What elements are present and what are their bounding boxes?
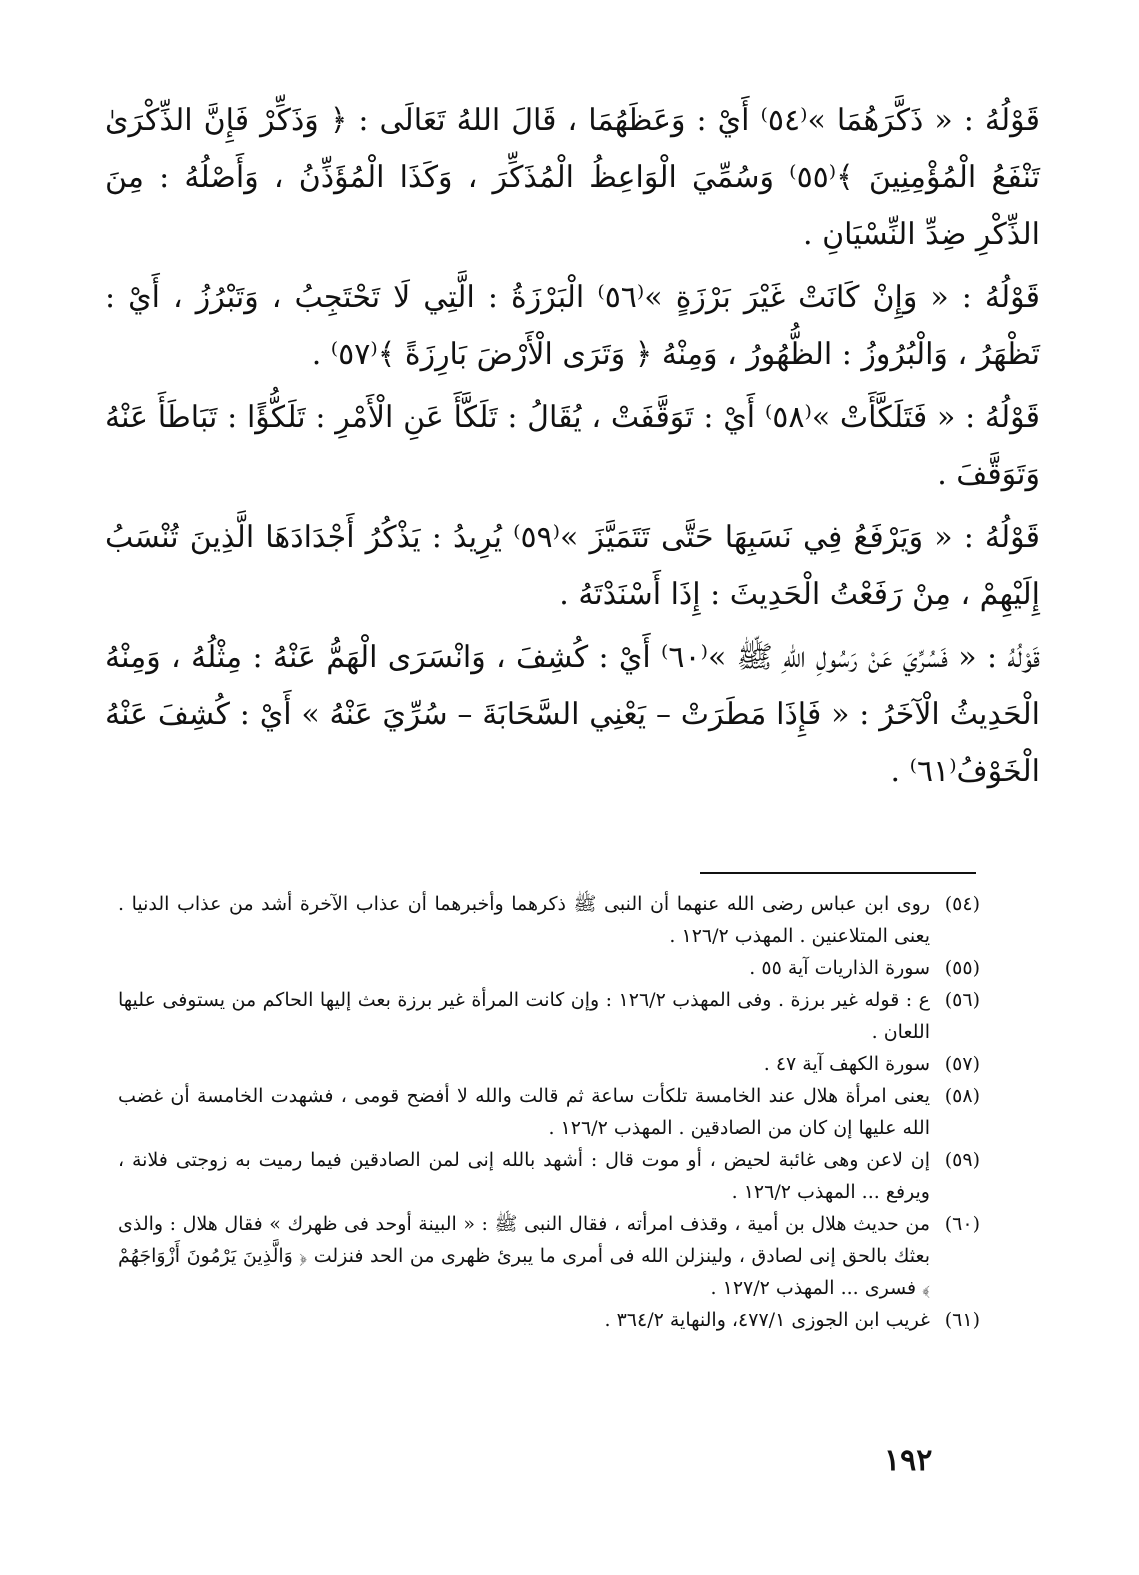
footnote-text: ع : قوله غير برزة . وفى المهذب ١٢٦/٢ : وإن كانت المرأة غير برزة بعث إليها الحاكم من يستوفى عليها اللعان . — [118, 989, 930, 1043]
footnote — [118, 1080, 980, 1144]
footnote — [118, 888, 980, 952]
paragraph-2: قَوْلُهُ : « وَإِنْ كَانَتْ غَيْرَ بَرْزَةٍ »⁽٥٦⁾ الْبَرْزَةُ : الَّتِي لَا تَحْتَجِبُ ، وَتَبْرُزُ ، أَيْ : تَظْهَرُ ، وَالْبُرُوزُ : الظُّهُورُ ، وَمِنْهُ ﴿ وَتَرَى الْأَرْضَ بَارِزَةً ﴾⁽٥٧⁾ . — [105, 280, 1040, 372]
footnote-number: (٦٠) — [944, 1213, 980, 1235]
footnote-text: روى ابن عباس رضى الله عنهما أن النبى ﷺ ذكرهما وأخبرهما أن عذاب الآخرة أشد من عذاب الدنيا . يعنى المتلاعنين . المهذب ١٢٦/٢ . — [118, 893, 930, 947]
footnote-number: (٥٧) — [944, 1053, 980, 1075]
footnote-number: (٦١) — [944, 1309, 980, 1331]
paragraph-1: قَوْلُهُ : « ذَكَّرَهُمَا »⁽٥٤⁾ أَيْ : وَعَظَهُمَا ، قَالَ اللهُ تَعَالَى : ﴿ وَذَكِّرْ فَإِنَّ الذِّكْرَىٰ تَنْفَعُ الْمُؤْمِنِينَ ﴾⁽٥٥⁾ وَسُمِّيَ الْوَاعِظُ الْمُذَكِّرَ ، وَكَذَا الْمُؤَذِّنُ ، وَأَصْلُهُ : مِنَ الذِّكْرِ ضِدِّ النِّسْيَانِ . — [105, 103, 1040, 252]
footnote-text: سورة الكهف آية ٤٧ . — [763, 1053, 930, 1075]
footnote — [118, 952, 980, 984]
paragraph-4: قَوْلُهُ : « وَيَرْفَعُ فِي نَسَبِهَا حَتَّى تَتَمَيَّزَ »⁽٥٩⁾ يُرِيدُ : يَذْكُرُ أَجْدَادَهَا الَّذِينَ تُنْسَبُ إِلَيْهِمْ ، مِنْ رَفَعْتُ الْحَدِيثَ : إِذَا أَسْنَدْتَهُ . — [105, 520, 1041, 612]
footnote-number: (٥٥) — [944, 957, 980, 979]
footnote-text: يعنى امرأة هلال عند الخامسة تلكأت ساعة ثم قالت والله لا أفضح قومى ، فشهدت الخامسة أن غضب الله عليها إن كان من الصادقين . المهذب ١٢٦/٢ . — [118, 1085, 930, 1139]
footnote — [118, 1304, 980, 1336]
footnote-number: (٥٤) — [944, 893, 980, 915]
footnote-text: من حديث هلال بن أمية ، وقذف امرأته ، فقال النبى ﷺ : « البينة أوحد فى ظهرك » فقال هلال : والذى بعثك بالحق إنى لصادق ، ولينزلن الله فى أمرى ما يبرئ ظهرى من الحد فنزلت ﴿ وَالَّذِينَ يَرْمُونَ أَزْوَاجَهُمْ ﴾ فسرى ... المهذب ١٢٧/٢ . — [118, 1213, 930, 1299]
footnote-divider — [700, 872, 976, 874]
footnote-text: غريب ابن الجوزى ٤٧٧/١، والنهاية ٣٦٤/٢ . — [604, 1309, 930, 1331]
footnote-number: (٥٦) — [944, 989, 980, 1011]
main-text — [105, 92, 1040, 806]
footnote-text: إن لاعن وهى غائبة لحيض ، أو موت قال : أشهد بالله إنى لمن الصادقين فيما رميت به زوجتى فلانة ، ويرفع ... المهذب ١٢٦/٢ . — [118, 1149, 930, 1203]
paragraph-3: قَوْلُهُ : « فَتَلَكَّأَتْ »⁽٥٨⁾ أَيْ : تَوَقَّفَتْ ، يُقَالُ : تَلَكَّأَ عَنِ الْأَمْرِ : تَلَكُّؤًا : تَبَاطَأَ عَنْهُ وَتَوَقَّفَ . — [105, 400, 1040, 492]
footnote — [118, 1144, 980, 1208]
footnote-text: سورة الذاريات آية ٥٥ . — [749, 957, 930, 979]
paragraph-5: قَوْلُهُ : « فَسُرِّيَ عَنْ رَسُولِ اللهِ ﷺ »⁽٦٠⁾ أَيْ : كُشِفَ ، وَانْسَرَى الْهَمُّ عَنْهُ : مِثْلُهُ ، وَمِنْهُ الْحَدِيثُ الْآخَرُ : « فَإِذَا مَطَرَتْ – يَعْنِي السَّحَابَةَ – سُرِّيَ عَنْهُ » أَيْ : كُشِفَ عَنْهُ الْخَوْفُ⁽٦١⁾ . — [105, 640, 1040, 789]
footnotes — [118, 888, 980, 1336]
footnote-number: (٥٨) — [944, 1085, 980, 1107]
footnote — [118, 1208, 980, 1304]
footnote — [118, 1048, 980, 1080]
footnote — [118, 984, 980, 1048]
page-number: ١٩٢ — [884, 1443, 933, 1478]
footnote-number: (٥٩) — [944, 1149, 980, 1171]
